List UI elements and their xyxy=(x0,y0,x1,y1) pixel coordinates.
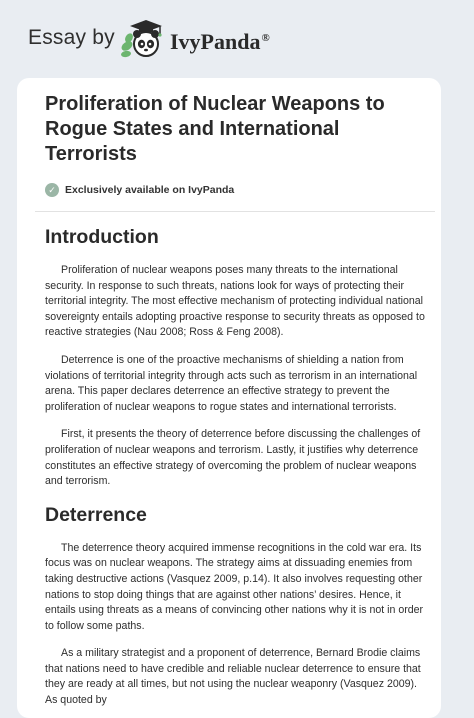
divider xyxy=(35,211,435,212)
paragraph: Proliferation of nuclear weapons poses many threats to the international security. In response to such threats, nations look for ways of protecting their territorial integrity. The most effective mechanism of protecting individual national sovereignty entails adopting proactive response to security threats as opposed to reactive strategies (Nau 2008; Ross & Feng 2008). xyxy=(45,264,425,339)
paragraph: Deterrence is one of the proactive mechanisms of shielding a nation from violations of territorial integrity through acts such as terrorism in an international arena. This paper declares deterrence an effective strategy to prevent the proliferation of nuclear weapons to rogue states and international terrorists. xyxy=(45,353,418,413)
panda-graduate-icon xyxy=(118,16,166,62)
section-heading-deterrence: Deterrence xyxy=(45,503,147,526)
essay-by-label: Essay by xyxy=(28,26,115,49)
section-heading-introduction: Introduction xyxy=(45,226,159,248)
essay-title: Proliferation of Nuclear Weapons to Rogue States and International Terrorists xyxy=(45,93,385,165)
paragraph: First, it presents the theory of deterrence before discussing the challenges of proliferation of nuclear weapons and terrorism. Lastly, it justifies why deterrence constitutes an effective strategy of overcoming the problem of nuclear weapons and terrorism. xyxy=(45,428,421,488)
site-header xyxy=(0,0,474,78)
paragraph: As a military strategist and a proponent of deterrence, Bernard Brodie claims that nations need to have credible and reliable nuclear deterrence to ensure that they are ready at all times, but not using the nuclear weaponry (Vasquez 2009). As quoted by xyxy=(45,647,421,707)
ivypanda-logo[interactable] xyxy=(118,16,270,62)
paragraph: The deterrence theory acquired immense recognitions in the cold war era. Its focus was on nuclear weapons. The strategy aims at dissuading enemies from taking destructive actions (Vasquez 2009, p.14). It also involves requesting other nations to stop doing things that are against other nations’ desires. Hence, it entails using threats as a means of convincing other nations why it is not in order to follow some paths. xyxy=(45,541,424,632)
exclusive-badge xyxy=(45,183,425,197)
brand-name: IvyPanda® xyxy=(170,29,270,54)
registered-mark: ® xyxy=(261,31,270,44)
essay-card xyxy=(17,78,441,718)
check-icon: ✓ xyxy=(45,183,59,197)
exclusive-badge-label: Exclusively available on IvyPanda xyxy=(65,184,235,196)
